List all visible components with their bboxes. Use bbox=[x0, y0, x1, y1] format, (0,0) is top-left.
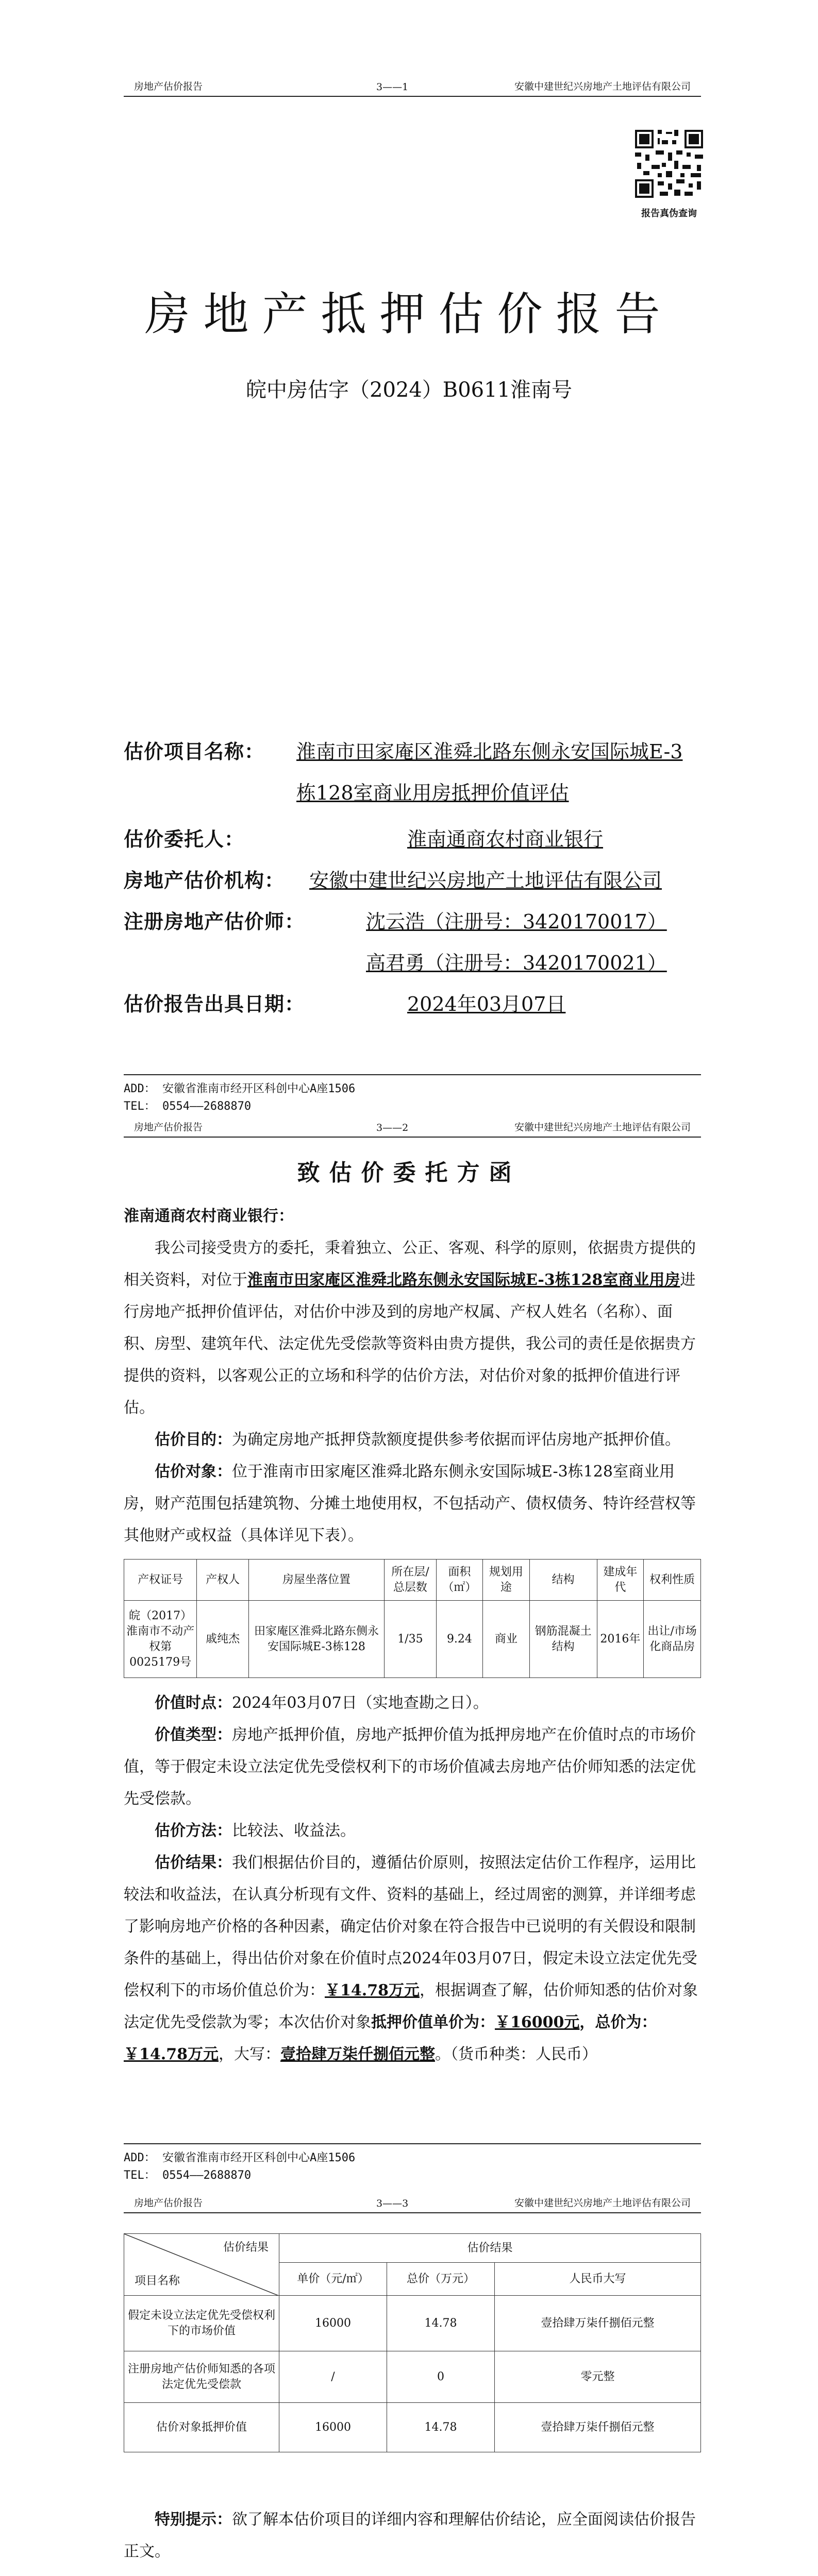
table-cell: 戚纯杰 bbox=[197, 1601, 249, 1678]
corner-item-label: 项目名称 bbox=[135, 2275, 180, 2287]
letter-value-type bbox=[124, 1719, 701, 1815]
object-label: 估价对象： bbox=[155, 1463, 232, 1481]
letter-method bbox=[124, 1815, 701, 1847]
letter-paragraph-intro bbox=[124, 1232, 701, 1424]
date-value: 2024年03月07日 bbox=[407, 993, 566, 1015]
table-cell: 壹拾肆万柒仟捌佰元整 bbox=[495, 2403, 701, 2452]
letter-value-date bbox=[124, 1687, 701, 1719]
result-text: ，大写： bbox=[218, 2045, 280, 2063]
mortgage-unit-price: ￥16000元 bbox=[495, 2013, 580, 2031]
table-cell: 商业 bbox=[483, 1601, 529, 1678]
header-page: 3——3 bbox=[376, 2198, 409, 2209]
mortgage-total-words: 壹拾肆万柒仟捌佰元整 bbox=[280, 2045, 435, 2063]
footer-address: ADD： 安徽省淮南市经开区科创中心A座1506 bbox=[124, 2151, 356, 2164]
letter-object bbox=[124, 1456, 701, 1552]
agency-value: 安徽中建世纪兴房地产土地评估有限公司 bbox=[309, 869, 662, 892]
col-total: 总价（万元） bbox=[387, 2263, 495, 2296]
note-paragraph bbox=[124, 2504, 701, 2568]
value-type-label: 价值类型： bbox=[155, 1726, 232, 1744]
table-row bbox=[124, 1601, 701, 1678]
project-value-line2: 栋128室商业用房抵押价值评估 bbox=[296, 782, 569, 804]
table-cell: 2016年 bbox=[597, 1601, 643, 1678]
intro-property: 淮南市田家庵区淮舜北路东侧永安国际城E-3栋128室商业用房 bbox=[247, 1271, 680, 1289]
result-text: 抵押价值单价为： bbox=[371, 2013, 495, 2031]
intro-text: 我公司接受贵方的委托，秉着独立、公正、客观、科学的原则，依据贵方提供的相关资料，对位于 bbox=[124, 1239, 696, 1289]
table-cell: 零元整 bbox=[495, 2351, 701, 2403]
col-words: 人民币大写 bbox=[495, 2263, 701, 2296]
header-page: 3——2 bbox=[376, 1122, 409, 1133]
table-header: 权利性质 bbox=[644, 1560, 701, 1601]
table-cell: 出让/市场化商品房 bbox=[644, 1601, 701, 1678]
letter-purpose bbox=[124, 1424, 701, 1456]
appraiser-2: 高君勇（注册号：3420170021） bbox=[366, 952, 667, 974]
qr-code-icon bbox=[633, 128, 705, 200]
report-title: 房地产抵押估价报告 bbox=[144, 287, 674, 341]
appraiser-1: 沈云浩（注册号：3420170017） bbox=[366, 910, 667, 933]
page-footer bbox=[124, 2143, 701, 2184]
table-cell: 14.78 bbox=[387, 2296, 495, 2351]
header-page: 3——1 bbox=[376, 81, 409, 93]
header-left: 房地产估价报告 bbox=[134, 2197, 203, 2209]
footer-tel: TEL： 0554——2688870 bbox=[124, 1100, 252, 1113]
purpose-label: 估价目的： bbox=[155, 1431, 232, 1449]
table-cell: 皖（2017）淮南市不动产权第0025179号 bbox=[124, 1601, 197, 1678]
result-label: 估价结果： bbox=[155, 1854, 232, 1872]
table-cell: 假定未设立法定优先受偿权利下的市场价值 bbox=[124, 2296, 279, 2351]
client-label: 估价委托人： bbox=[124, 827, 245, 851]
project-value-line1: 淮南市田家庵区淮舜北路东侧永安国际城E-3 bbox=[296, 740, 683, 763]
table-row bbox=[124, 2351, 701, 2403]
table-cell: 估价对象抵押价值 bbox=[124, 2403, 279, 2452]
page-header bbox=[124, 1118, 701, 1138]
footer-address: ADD： 安徽省淮南市经开区科创中心A座1506 bbox=[124, 1082, 356, 1095]
table-header: 建成年代 bbox=[597, 1560, 643, 1601]
table-cell: 14.78 bbox=[387, 2403, 495, 2452]
purpose-text: 为确定房地产抵押贷款额度提供参考依据而评估房地产抵押价值。 bbox=[232, 1431, 680, 1449]
table-row bbox=[124, 2296, 701, 2351]
table-header: 规划用途 bbox=[483, 1560, 529, 1601]
letter-result bbox=[124, 1847, 701, 2071]
footer-tel: TEL： 0554——2688870 bbox=[124, 2169, 252, 2182]
header-right: 安徽中建世纪兴房地产土地评估有限公司 bbox=[514, 1122, 691, 1133]
object-text: 位于淮南市田家庵区淮舜北路东侧永安国际城E-3栋128室商业用房，财产范围包括建筑物、分摊土地使用权，不包括动产、债权债务、特许经营权等其他财产或权益（具体详见下表）。 bbox=[124, 1463, 696, 1545]
table-header: 产权证号 bbox=[124, 1560, 197, 1601]
value-type-text: 房地产抵押价值，房地产抵押价值为抵押房地产在价值时点的市场价值，等于假定未设立法定优先受偿权利下的市场价值减去房地产估价师知悉的法定优先受偿款。 bbox=[124, 1726, 696, 1808]
table-header: 所在层/总层数 bbox=[385, 1560, 437, 1601]
report-number: 皖中房估字（2024）B0611淮南号 bbox=[246, 378, 572, 402]
table-cell: 壹拾肆万柒仟捌佰元整 bbox=[495, 2296, 701, 2351]
table-cell: 16000 bbox=[279, 2296, 387, 2351]
mortgage-total: ￥14.78万元 bbox=[124, 2045, 219, 2063]
project-label: 估价项目名称： bbox=[124, 740, 265, 763]
page-footer bbox=[124, 1074, 701, 1115]
header-left: 房地产估价报告 bbox=[134, 81, 203, 92]
table-header: 房屋坐落位置 bbox=[248, 1560, 384, 1601]
summary-header-row bbox=[124, 2234, 701, 2263]
table-cell: / bbox=[279, 2351, 387, 2403]
client-value: 淮南通商农村商业银行 bbox=[407, 828, 604, 851]
table-cell: 0 bbox=[387, 2351, 495, 2403]
table-header-row bbox=[124, 1560, 701, 1601]
appraiser-label: 注册房地产估价师： bbox=[124, 910, 305, 933]
letter-body bbox=[124, 1200, 701, 2071]
table-header: 面积（㎡） bbox=[436, 1560, 482, 1601]
result-text: ，根据调查了解，估价师知悉的估价对象法定优先受偿款为零；本次估价对象 bbox=[124, 1981, 698, 2031]
method-label: 估价方法： bbox=[155, 1822, 232, 1840]
corner-result-label: 估价结果 bbox=[223, 2241, 269, 2254]
special-note bbox=[124, 2504, 701, 2568]
summary-table bbox=[124, 2233, 701, 2452]
page-header bbox=[124, 77, 701, 97]
letter-addressee: 淮南通商农村商业银行： bbox=[124, 1207, 294, 1225]
qr-caption: 报告真伪查询 bbox=[641, 208, 697, 219]
note-text: 欲了解本估价项目的详细内容和理解估价结论，应全面阅读估价报告正文。 bbox=[124, 2511, 696, 2561]
market-value-total: ￥14.78万元 bbox=[325, 1981, 420, 1999]
page-header bbox=[124, 2194, 701, 2213]
note-label: 特别提示： bbox=[155, 2511, 232, 2529]
header-right: 安徽中建世纪兴房地产土地评估有限公司 bbox=[514, 2197, 691, 2209]
summary-group-header: 估价结果 bbox=[279, 2234, 701, 2263]
col-unit: 单价（元/㎡） bbox=[279, 2263, 387, 2296]
property-table bbox=[124, 1559, 701, 1678]
table-cell: 9.24 bbox=[436, 1601, 482, 1678]
table-header: 产权人 bbox=[197, 1560, 249, 1601]
value-date-text: 2024年03月07日（实地查勘之日）。 bbox=[232, 1694, 489, 1712]
method-text: 比较法、收益法。 bbox=[232, 1822, 356, 1840]
result-text: 。（货币种类：人民币） bbox=[435, 2045, 597, 2063]
table-cell: 16000 bbox=[279, 2403, 387, 2452]
result-text: 市场价值总价为： bbox=[201, 1981, 325, 1999]
table-header: 结构 bbox=[529, 1560, 597, 1601]
qr-block bbox=[633, 128, 705, 219]
table-row bbox=[124, 2403, 701, 2452]
letter-title: 致估价委托方函 bbox=[297, 1160, 521, 1186]
agency-label: 房地产估价机构： bbox=[124, 869, 285, 892]
result-text: ，总价为： bbox=[579, 2013, 657, 2031]
header-right: 安徽中建世纪兴房地产土地评估有限公司 bbox=[514, 81, 691, 92]
result-text: 我们根据估价目的，遵循估价原则，按照法定估价工作程序，运用比较法和收益法，在认真分析现有文件、资料的基础上，经过周密的测算，并详细考虑了影响房地产价格的各种因素，确定估价对象在符合报告中已说明的有关假设和限制条件的基础上，得出估价对象在价值时点2024年03月07日，假定未设立法定优先受偿权利下的 bbox=[124, 1854, 697, 1999]
header-left: 房地产估价报告 bbox=[134, 1122, 203, 1133]
intro-text-2: 进行房地产抵押价值评估，对估价中涉及到的房地产权属、产权人姓名（名称）、面积、房型、建筑年代、法定优先受偿款等资料由贵方提供，我公司的责任是依据贵方提供的资料，以客观公正的立场和科学的估价方法，对估价对象的抵押价值进行评估。 bbox=[124, 1271, 696, 1417]
table-cell: 注册房地产估价师知悉的各项法定优先受偿款 bbox=[124, 2351, 279, 2403]
table-cell: 田家庵区淮舜北路东侧永安国际城E-3栋128 bbox=[248, 1601, 384, 1678]
date-label: 估价报告出具日期： bbox=[124, 992, 305, 1015]
value-date-label: 价值时点： bbox=[155, 1694, 232, 1712]
summary-corner-cell bbox=[124, 2234, 279, 2296]
table-cell: 钢筋混凝土结构 bbox=[529, 1601, 597, 1678]
table-cell: 1/35 bbox=[385, 1601, 437, 1678]
